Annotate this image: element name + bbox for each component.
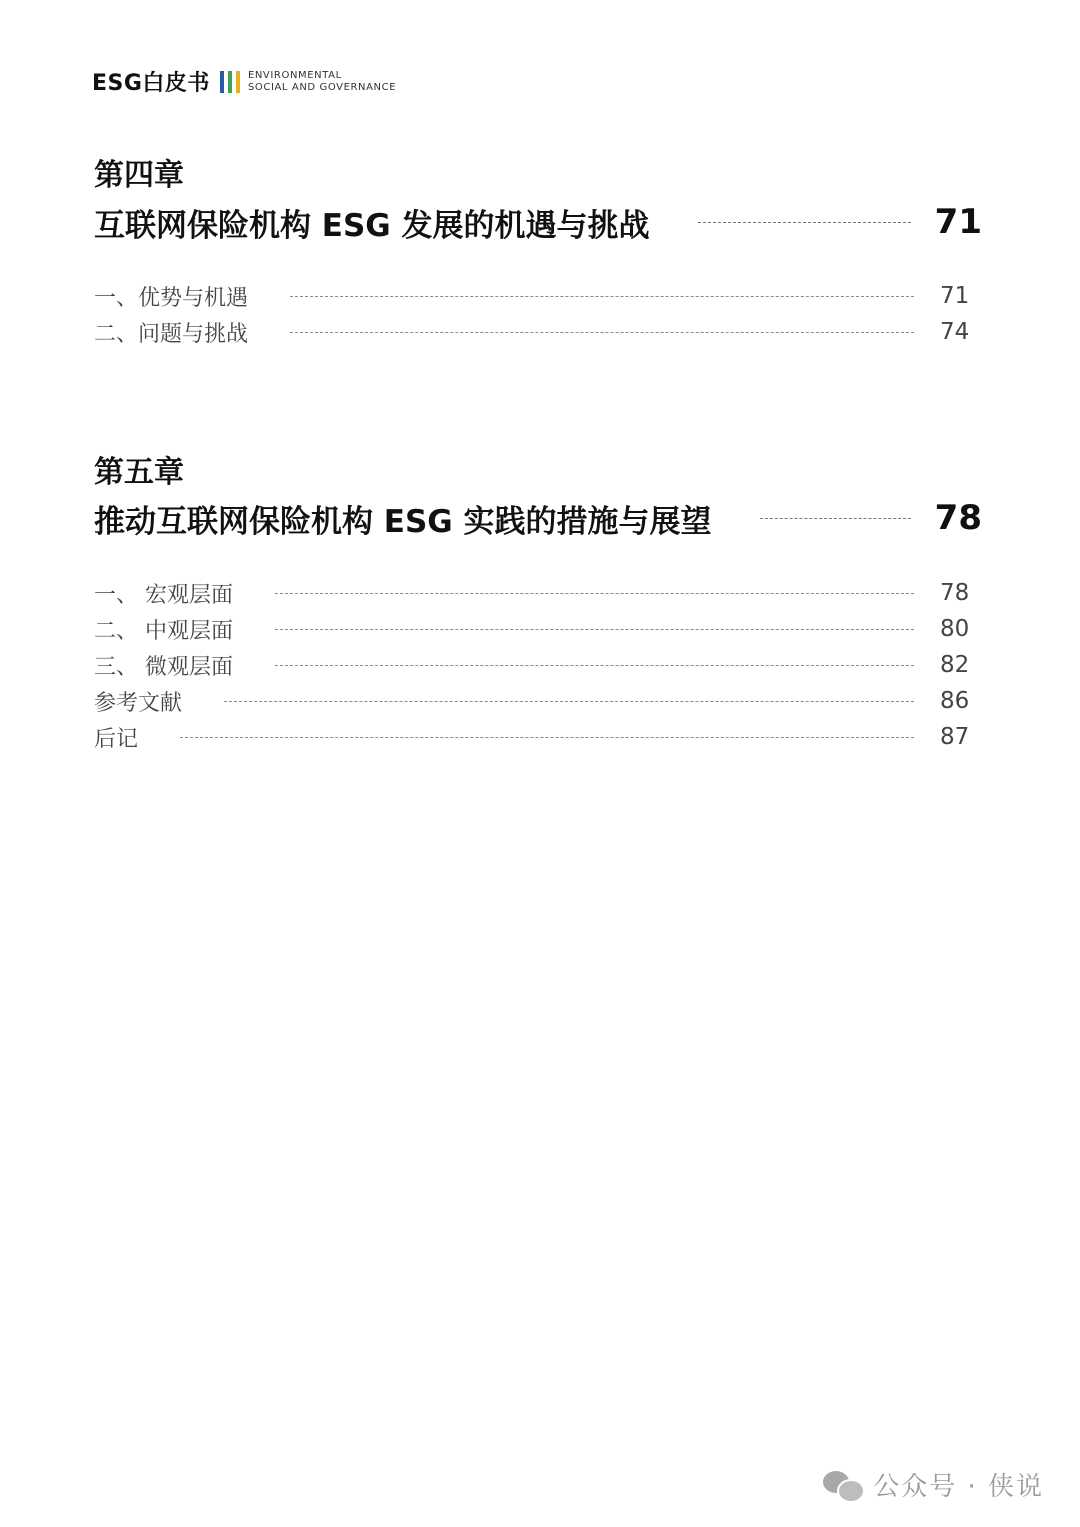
- toc-entry-page: 74: [940, 319, 970, 345]
- chapter-4-label: 第四章: [94, 158, 184, 193]
- brand-bar-yellow: [236, 71, 240, 93]
- brand-title: ESG白皮书: [92, 71, 210, 96]
- document-header: [92, 66, 396, 97]
- toc-entry-title: 二、 中观层面: [94, 618, 233, 644]
- toc-entry-page: 80: [940, 616, 970, 642]
- chapter-5-label: 第五章: [94, 455, 184, 490]
- toc-entry[interactable]: [94, 686, 970, 716]
- toc-entry[interactable]: [94, 578, 970, 608]
- dot-leader: [180, 737, 914, 738]
- toc-entry-page: 71: [940, 283, 970, 309]
- dot-leader: [760, 518, 911, 519]
- watermark-text: 公众号 · 侠说: [873, 1472, 1044, 1502]
- brand-bar-blue: [220, 71, 224, 93]
- toc-entry-title: 一、优势与机遇: [94, 285, 249, 311]
- toc-entry[interactable]: [94, 317, 970, 347]
- chapter-5-entry[interactable]: [94, 496, 982, 540]
- toc-entry[interactable]: [94, 281, 970, 311]
- dot-leader: [290, 296, 914, 297]
- wechat-icon: [823, 1469, 863, 1501]
- dot-leader: [275, 665, 914, 666]
- chapter-5-page: 78: [934, 498, 982, 538]
- toc-entry-title: 三、 微观层面: [94, 654, 233, 680]
- chapter-5-title: 推动互联网保险机构 ESG 实践的措施与展望: [94, 503, 712, 540]
- toc-entry[interactable]: [94, 722, 970, 752]
- dot-leader: [290, 332, 914, 333]
- dot-leader: [698, 222, 911, 223]
- toc-entry-title: 参考文献: [94, 690, 183, 716]
- brand-bars-icon: [220, 71, 240, 93]
- toc-entry-page: 87: [940, 724, 970, 750]
- toc-entry-page: 86: [940, 688, 970, 714]
- brand-bar-green: [228, 71, 232, 93]
- toc-entry-title: 后记: [94, 726, 139, 752]
- brand-subtitle-line1: ENVIRONMENTAL: [247, 69, 342, 81]
- chapter-4-page: 71: [934, 202, 982, 242]
- watermark: [823, 1466, 1044, 1503]
- chapter-4-title: 互联网保险机构 ESG 发展的机遇与挑战: [94, 207, 650, 244]
- brand-subtitle-line2: SOCIAL AND GOVERNANCE: [247, 81, 397, 93]
- toc-entry-title: 二、问题与挑战: [94, 321, 249, 347]
- toc-entry[interactable]: [94, 614, 970, 644]
- dot-leader: [275, 593, 914, 594]
- toc-entry-title: 一、 宏观层面: [94, 582, 233, 608]
- dot-leader: [275, 629, 914, 630]
- toc-entry[interactable]: [94, 650, 970, 680]
- toc-entry-page: 82: [940, 652, 970, 678]
- dot-leader: [224, 701, 914, 702]
- toc-entry-page: 78: [940, 580, 970, 606]
- chapter-4-entry[interactable]: [94, 200, 982, 244]
- brand-subtitle: [248, 70, 396, 94]
